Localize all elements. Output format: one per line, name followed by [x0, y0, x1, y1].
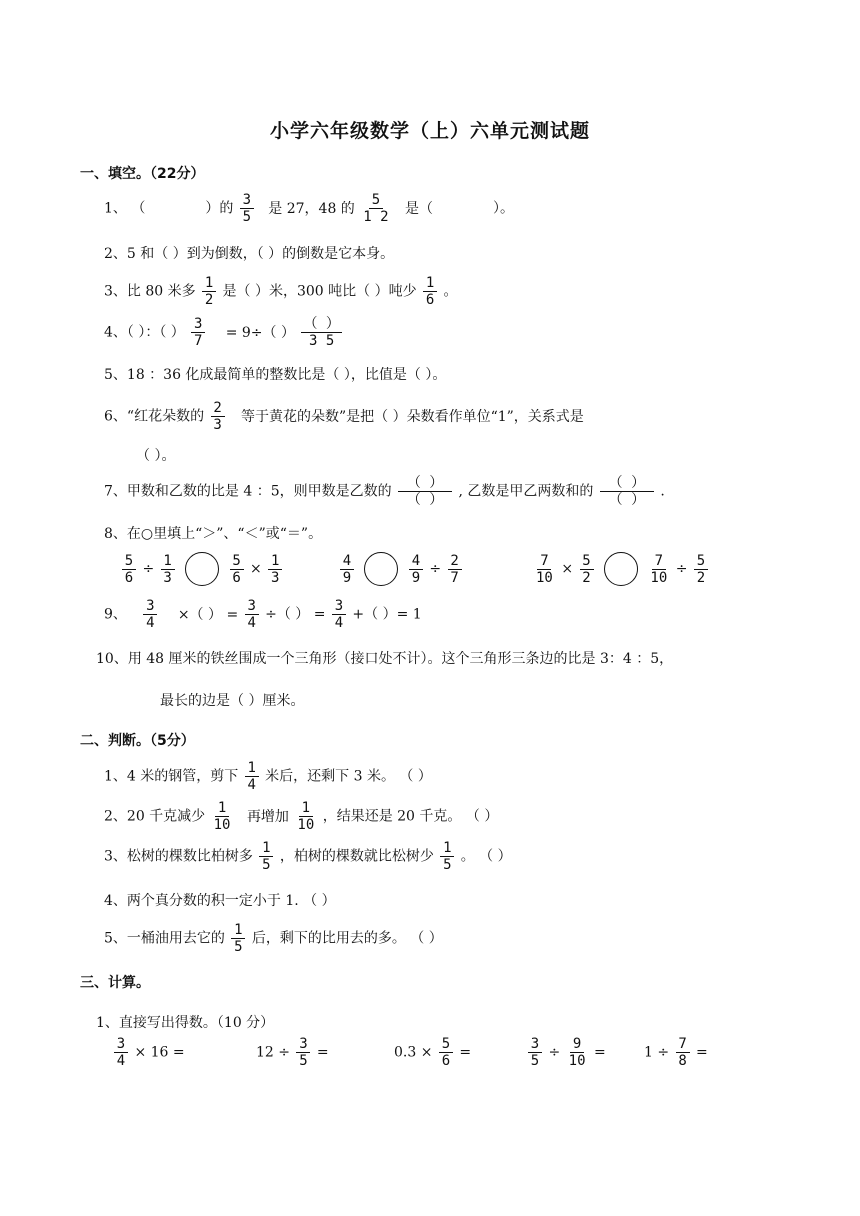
question-10: 10、用 48 厘米的铁丝围成一个三角形（接口处不计）。这个三角形三条边的比是 3：4 ：5，	[96, 651, 674, 667]
judge-2: 2、20 千克减少 $\frac{1}{10}$ 再增加 $\frac{1}{10}$ ，结果还是 20 千克。 （ ）	[104, 800, 499, 833]
calc-e: 1 ÷ $\frac{7}{8}$ =	[644, 1036, 708, 1069]
fraction: $\frac{( )}{( )}$	[398, 475, 452, 508]
section-calc-heading: 三、计算。	[80, 975, 150, 991]
fraction: $\frac{2}{3}$	[211, 400, 225, 433]
judge-4: 4、两个真分数的积一定小于 1. （ ）	[104, 893, 336, 909]
comparison-3: $\frac{7}{10}$ × $\frac{5}{2}$ $\frac{7}{10}$ ÷ $\frac{5}{2}$	[532, 552, 710, 586]
section-fill-in-heading: 一、填空。（22分）	[80, 166, 205, 182]
question-6: 6、“红花朵数的 $\frac{2}{3}$ 等于黄花的朵数”是把（ ）朵数看作单位“1”，关系式是	[104, 400, 584, 433]
comparison-1: $\frac{5}{6}$ ÷ $\frac{1}{3}$ $\frac{5}{6}$ × $\frac{1}{3}$	[120, 552, 284, 586]
question-9: 9、 $\frac{3}{4}$ ×（ ） = $\frac{3}{4}$ ÷（ ） = $\frac{3}{4}$ +（ ）= 1	[104, 598, 422, 631]
fraction: $\frac{1}{6}$	[423, 275, 437, 308]
judge-1: 1、4 米的钢管，剪下 $\frac{1}{4}$ 米后，还剩下 3 米。 （ ）	[104, 760, 432, 793]
question-6-relation: （ ）。	[136, 448, 176, 464]
fraction: $\frac{1}{2}$	[202, 275, 216, 308]
question-2: 2、5 和（ ）到为倒数，（ ）的倒数是它本身。	[104, 246, 395, 262]
question-1: 1、 （ ）的 $\frac{3}{5}$ 是 27，48 的 $\frac{5}{1 2}$ 是（ ）。	[104, 192, 515, 225]
fraction: $\frac{( )}{3 5}$	[303, 316, 340, 349]
calc-d: $\frac{3}{5}$ ÷ $\frac{9}{10}$ =	[526, 1036, 606, 1069]
fraction: $\frac{3}{5}$	[240, 192, 254, 225]
question-3: 3、比 80 米多 $\frac{1}{2}$ 是（ ）米，300 吨比（ ）吨少 $\frac{1}{6}$ 。	[104, 275, 458, 308]
fraction: $\frac{3}{7}$	[191, 316, 205, 349]
question-7: 7、甲数和乙数的比是 4 ：5，则甲数是乙数的 $\frac{( )}{( )}$ , 乙数是甲乙两数和的 $\frac{( )}{( )}$ .	[104, 475, 665, 508]
calc-b: 12 ÷ $\frac{3}{5}$ =	[256, 1036, 329, 1069]
section-judge-heading: 二、判断。（5分）	[80, 733, 195, 749]
question-8: 8、在○里填上“＞”、“＜”或“＝”。	[104, 526, 323, 542]
judge-5: 5、一桶油用去它的 $\frac{1}{5}$ 后，剩下的比用去的多。 （ ）	[104, 922, 443, 955]
fraction: $\frac{( )}{( )}$	[600, 475, 654, 508]
fraction: $\frac{5}{1 2}$	[363, 192, 389, 225]
page-title: 小学六年级数学（上）六单元测试题	[269, 120, 590, 142]
question-10-answer: 最长的边是（ ）厘米。	[160, 693, 305, 709]
calc-c: 0.3 × $\frac{5}{6}$ =	[394, 1036, 472, 1069]
calc-instruction: 1、直接写出得数。（10 分）	[96, 1015, 275, 1031]
answer-circle[interactable]	[185, 552, 219, 586]
question-4: 4、（ ）：（ ） $\frac{3}{7}$ = 9÷（ ） $\frac{( )}{3 5}$	[104, 316, 340, 349]
comparison-2: $\frac{4}{9}$ $\frac{4}{9}$ ÷ $\frac{2}{7}$	[338, 552, 464, 586]
answer-circle[interactable]	[364, 552, 398, 586]
question-5: 5、18 ：36 化成最简单的整数比是（ ），比值是（ ）。	[104, 367, 447, 383]
calc-a: $\frac{3}{4}$ × 16 =	[112, 1036, 185, 1069]
judge-3: 3、松树的棵数比柏树多 $\frac{1}{5}$ ，柏树的棵数就比松树少 $\frac{1}{5}$ 。 （ ）	[104, 840, 512, 873]
answer-circle[interactable]	[604, 552, 638, 586]
